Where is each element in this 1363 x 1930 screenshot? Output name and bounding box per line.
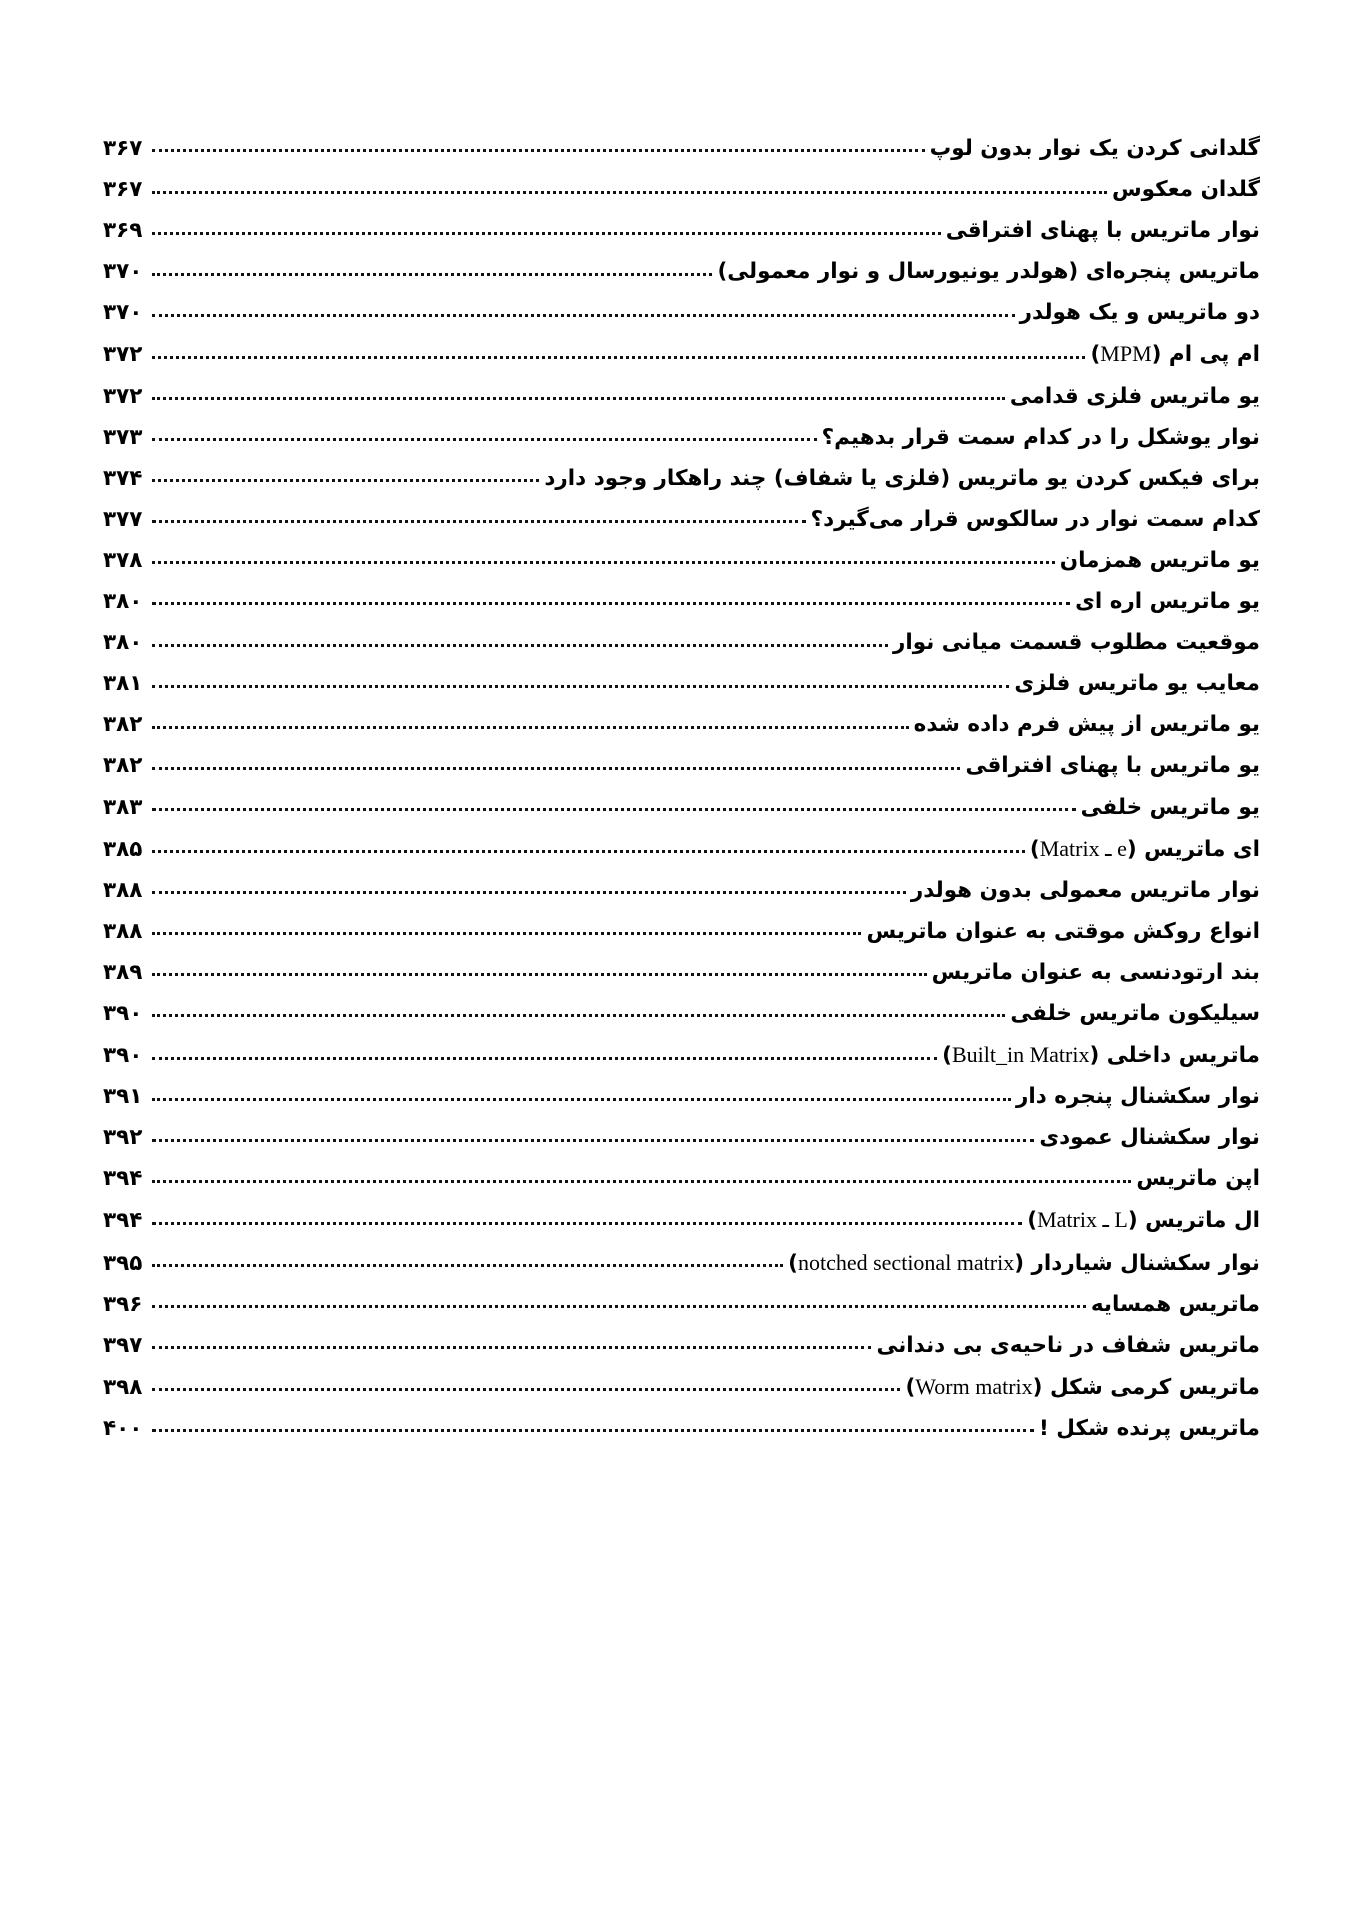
toc-dot-leader (152, 221, 941, 237)
toc-entry-page-number: ۳۸۱ (103, 671, 143, 697)
toc-entry-title: نوار یوشکل را در کدام سمت قرار بدهیم؟ (821, 424, 1260, 450)
toc-dot-leader (152, 1378, 900, 1394)
toc-entry[interactable] (103, 1415, 1260, 1441)
toc-entry[interactable] (103, 591, 1260, 613)
toc-entry-title: ماتریس کرمی شکل (Worm matrix) (905, 1373, 1260, 1400)
toc-dot-leader (152, 139, 925, 155)
toc-entry[interactable] (103, 755, 1260, 777)
toc-entry-page-number: ۳۶۷ (103, 177, 143, 203)
toc-dot-leader (152, 428, 817, 444)
toc-entry[interactable] (103, 179, 1260, 201)
toc-entry[interactable] (103, 1249, 1260, 1276)
toc-entry[interactable] (103, 1086, 1260, 1108)
toc-entry-page-number: ۳۹۶ (103, 1291, 143, 1317)
toc-entry-title: گلدانی کردن یک نوار بدون لوپ (929, 136, 1260, 161)
toc-dot-leader (152, 963, 927, 979)
toc-entry-title: ای ماتریس (e ـ Matrix) (1029, 835, 1260, 862)
latin-term: MPM (1100, 341, 1152, 367)
toc-entry-page-number: ۳۸۸ (103, 918, 143, 944)
toc-entry-title: یو ماتریس اره ای (1075, 589, 1260, 615)
toc-entry[interactable] (103, 465, 1260, 491)
toc-dot-leader (152, 1169, 1131, 1185)
toc-entry[interactable] (103, 1373, 1260, 1400)
toc-dot-leader (152, 633, 888, 649)
toc-entry-page-number: ۳۷۲ (103, 383, 143, 409)
toc-dot-leader (152, 674, 1009, 690)
toc-entry-page-number: ۳۷۲ (103, 342, 143, 368)
toc-entry-page-number: ۳۹۰ (103, 1000, 143, 1026)
toc-entry[interactable] (103, 547, 1260, 573)
toc-dot-leader (152, 510, 806, 526)
toc-entry[interactable] (103, 138, 1260, 160)
toc-entry-page-number: ۳۹۴ (103, 1166, 143, 1192)
toc-entry[interactable] (103, 1209, 1260, 1232)
toc-entry-page-number: ۳۹۲ (103, 1125, 143, 1151)
toc-entry-page-number: ۳۷۰ (103, 259, 143, 285)
latin-term: notched sectional matrix (797, 1249, 1015, 1275)
toc-entry-title: ماتریس داخلی (Built_in Matrix) (942, 1042, 1260, 1069)
toc-entry-title: نوار سکشنال شیاردار (notched sectional matrix) (788, 1249, 1260, 1276)
toc-entry-title: سیلیکون ماتریس خلفی (1010, 1000, 1260, 1026)
toc-dot-leader (152, 1211, 1022, 1227)
toc-dot-leader (152, 1419, 1034, 1435)
toc-dot-leader (152, 592, 1070, 608)
toc-dot-leader (152, 262, 712, 278)
toc-dot-leader (152, 1254, 783, 1270)
toc-entry-page-number: ۳۷۰ (103, 300, 143, 326)
toc-entry-title: انواع روکش موقتی به عنوان ماتریس (866, 918, 1260, 944)
toc-entry-title: ماتریس همسایه (1090, 1291, 1260, 1317)
toc-dot-leader (152, 922, 861, 938)
latin-term: Worm matrix (915, 1373, 1033, 1399)
toc-entry-title: ماتریس پرنده شکل ! (1038, 1415, 1260, 1441)
toc-entry[interactable] (103, 506, 1260, 532)
toc-entry[interactable] (103, 1332, 1260, 1358)
toc-entry-page-number: ۳۸۲ (103, 712, 143, 738)
toc-entry[interactable] (103, 959, 1260, 985)
toc-entry-page-number: ۳۹۷ (103, 1332, 143, 1358)
toc-dot-leader (152, 1004, 1005, 1020)
toc-entry-page-number: ۳۷۷ (103, 506, 143, 532)
toc-entry-title: یو ماتریس با پهنای افتراقی (965, 753, 1260, 779)
toc-entry-page-number: ۳۹۰ (103, 1043, 143, 1069)
toc-entry[interactable] (103, 877, 1260, 903)
toc-dot-leader (152, 345, 1085, 361)
toc-entry-page-number: ۳۹۸ (103, 1374, 143, 1400)
toc-entry-title: برای فیکس کردن یو ماتریس (فلزی یا شفاف) چند راهکار وجود دارد (544, 465, 1260, 491)
toc-entry-title: یو ماتریس همزمان (1059, 547, 1260, 573)
toc-entry[interactable] (103, 835, 1260, 862)
toc-entry-title: گلدان معکوس (1111, 177, 1260, 203)
toc-entry-page-number: ۳۸۸ (103, 877, 143, 903)
toc-entry[interactable] (103, 632, 1260, 654)
toc-entry-page-number: ۳۸۰ (103, 589, 143, 615)
toc-entry-page-number: ۳۷۳ (103, 424, 143, 450)
toc-entry-title: یو ماتریس فلزی قدامی (1009, 383, 1260, 409)
toc-entry-title: دو ماتریس و یک هولدر (1019, 300, 1260, 326)
toc-entry-title: ماتریس شفاف در ناحیه‌ی بی دندانی (876, 1332, 1260, 1358)
toc-entry[interactable] (103, 1291, 1260, 1317)
toc-entry-title: کدام سمت نوار در سالکوس قرار می‌گیرد؟ (810, 506, 1260, 532)
toc-dot-leader (152, 756, 960, 772)
toc-entry[interactable] (103, 1127, 1260, 1149)
toc-entry[interactable] (103, 343, 1260, 366)
toc-dot-leader (152, 1295, 1086, 1311)
toc-entry[interactable] (103, 1000, 1260, 1026)
toc-entry[interactable] (103, 673, 1260, 695)
toc-entry[interactable] (103, 714, 1260, 736)
toc-dot-leader (152, 715, 909, 731)
toc-entry-page-number: ۳۹۴ (103, 1208, 143, 1234)
toc-entry-page-number: ۳۸۳ (103, 794, 143, 820)
toc-dot-leader (152, 303, 1015, 319)
toc-entry-page-number: ۳۷۴ (103, 465, 143, 491)
toc-dot-leader (152, 1336, 871, 1352)
toc-dot-leader (152, 180, 1107, 196)
toc-entry-title: اپن ماتریس (1136, 1166, 1260, 1192)
toc-entry[interactable] (103, 1168, 1260, 1190)
toc-entry-title: موقعیت مطلوب قسمت میانی نوار (892, 630, 1260, 656)
toc-entry-page-number: ۳۸۲ (103, 753, 143, 779)
toc-entry-title: ماتریس پنجره‌ای (هولدر یونیورسال و نوار معمولی) (717, 259, 1260, 285)
latin-term: L ـ Matrix (1037, 1207, 1128, 1233)
toc-entry-title: نوار ماتریس با پهنای افتراقی (945, 218, 1260, 244)
toc-entry[interactable] (103, 1044, 1260, 1067)
toc-entry-page-number: ۴۰۰ (103, 1415, 143, 1441)
toc-entry[interactable] (103, 383, 1260, 409)
toc-entry-title: یو ماتریس از پیش فرم داده شده (913, 712, 1260, 738)
toc-entry-page-number: ۳۶۹ (103, 218, 143, 244)
toc-dot-leader (152, 387, 1005, 403)
toc-entry-title: نوار ماتریس معمولی بدون هولدر (910, 877, 1260, 903)
toc-entry-page-number: ۳۹۱ (103, 1084, 143, 1110)
toc-dot-leader (152, 1046, 937, 1062)
toc-entry[interactable] (103, 302, 1260, 324)
toc-entry[interactable] (103, 261, 1260, 283)
latin-term: Built_in Matrix (951, 1042, 1090, 1068)
toc-dot-leader (152, 1128, 1034, 1144)
toc-entry-title: نوار سکشنال پنجره دار (1016, 1084, 1260, 1110)
toc-entry-page-number: ۳۶۷ (103, 136, 143, 161)
toc-dot-leader (152, 798, 1076, 814)
toc-entry-title: نوار سکشنال عمودی (1039, 1125, 1260, 1151)
toc-entry-title: ام پی ام (MPM) (1090, 341, 1260, 368)
toc-entry[interactable] (103, 424, 1260, 450)
toc-entry[interactable] (103, 794, 1260, 820)
toc-dot-leader (152, 551, 1055, 567)
toc-entry-page-number: ۳۸۵ (103, 836, 143, 862)
toc-dot-leader (152, 1087, 1011, 1103)
toc-entry-page-number: ۳۹۵ (103, 1250, 143, 1276)
toc-entry-title: ال ماتریس (L ـ Matrix) (1027, 1207, 1260, 1234)
toc-entry[interactable] (103, 220, 1260, 242)
toc-entry-page-number: ۳۸۹ (103, 959, 143, 985)
toc-dot-leader (152, 881, 906, 897)
toc-entry-title: معایب یو ماتریس فلزی (1014, 671, 1260, 697)
toc-entry-title: بند ارتودنسی به عنوان ماتریس (931, 959, 1260, 985)
toc-dot-leader (152, 469, 539, 485)
latin-term: e ـ Matrix (1039, 835, 1127, 861)
toc-entry-page-number: ۳۷۸ (103, 547, 143, 573)
toc-entry-page-number: ۳۸۰ (103, 630, 143, 656)
toc-entry[interactable] (103, 918, 1260, 944)
toc-dot-leader (152, 840, 1025, 856)
toc-entry-list (103, 138, 1260, 1439)
toc-entry-title: یو ماتریس خلفی (1080, 794, 1260, 820)
